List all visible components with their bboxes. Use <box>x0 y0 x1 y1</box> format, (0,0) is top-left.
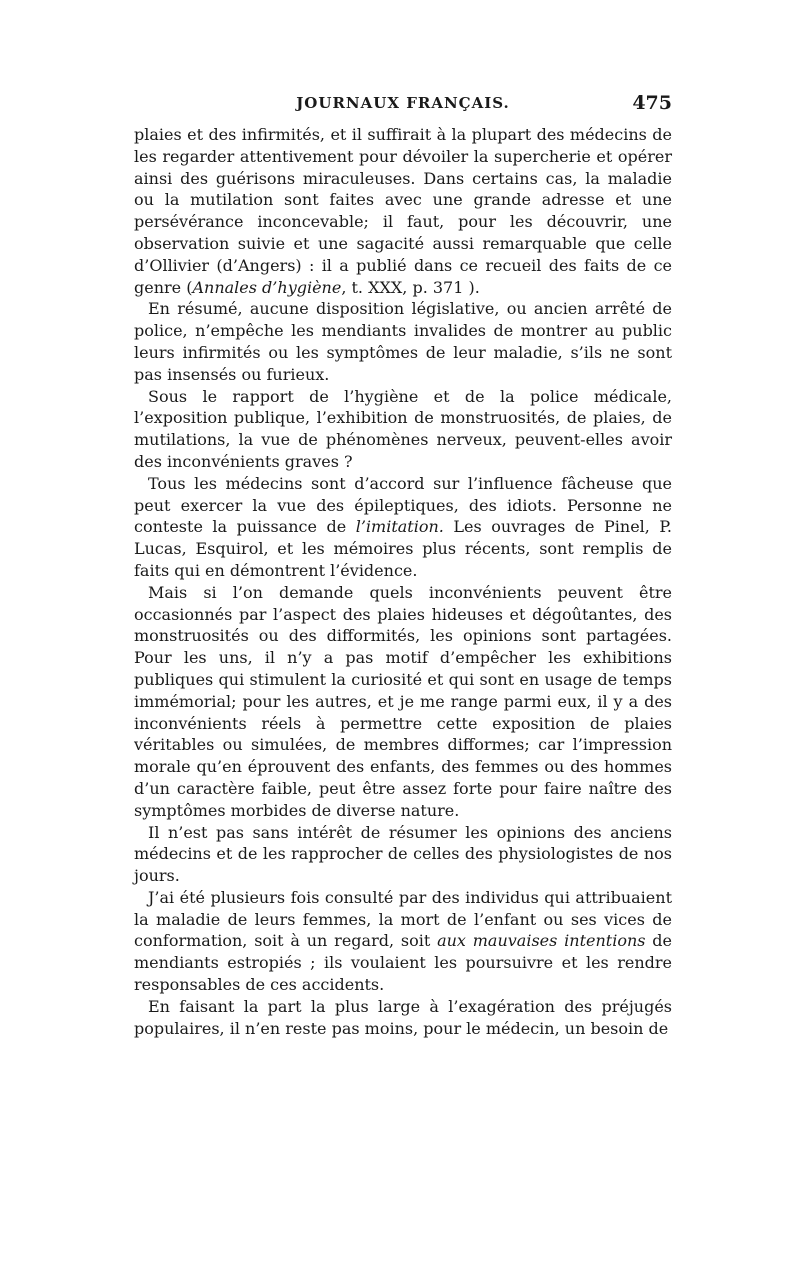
running-title: JOURNAUX FRANÇAIS. <box>296 94 510 112</box>
body-text <box>134 124 672 1039</box>
paragraph-text: Tous les médecins sont d’accord sur l’influence fâcheuse que peut exercer la vue des épileptiques, des idiots. Personne ne conteste la puissance de <box>134 473 672 537</box>
citation-ref: , t. XXX, p. 371 ). <box>341 277 480 297</box>
paragraph <box>134 887 672 996</box>
paragraph-text: Les ouvrages de Pinel, P. Lucas, Esquirol, et les mémoires plus récents, sont remplis de faits qui en démontrent l’évidence. <box>134 517 673 580</box>
page-number: 475 <box>632 92 672 114</box>
paragraph-text: plaies et des infirmités, et il suffirait à la plupart des médecins de les regarder attentivement pour dévoiler la supercherie et opérer ainsi des guérisons miraculeuses. Dans certains cas, la maladie ou la mutilation sont faites avec une grande adresse et une persévérance inconcevable; il faut, pour les découvrir, une observation suivie et une sagacité aussi remarquable que celle d’Ollivier (d’Angers) : il a publié dans ce recueil des faits de ce genre ( <box>134 125 672 297</box>
citation-title: Annales d’hygiène <box>192 277 342 297</box>
emphasis: aux mauvaises intentions <box>437 931 646 951</box>
page-header <box>134 94 672 124</box>
paragraph: Mais si l’on demande quels inconvénients peuvent être occasionnés par l’aspect des plaies hideuses et dégoûtantes, des monstruosités ou des difformités, les opinions sont partagées. Pour les uns, il n’y a pas motif d’empêcher les exhibitions publiques qui stimulent la curiosité et qui sont en usage de temps immémorial; pour les autres, et je me range parmi eux, il y a des inconvénients réels à permettre cette exposition de plaies véritables ou simulées, de membres difformes; car l’impression morale qu’en éprouvent des enfants, des femmes ou des hommes d’un caractère faible, peut être assez forte pour faire naître des symptômes morbides de diverse nature. <box>134 582 672 820</box>
paragraph <box>134 473 672 582</box>
paragraph-continued <box>134 124 672 298</box>
paragraph: En faisant la part la plus large à l’exagération des préjugés populaires, il n’en reste pas moins, pour le médecin, un besoin de <box>134 996 672 1038</box>
paragraph: Sous le rapport de l’hygiène et de la police médicale, l’exposition publique, l’exhibition de monstruosités, de plaies, de mutilations, la vue de phénomènes nerveux, peuvent-elles avoir des inconvénients graves ? <box>134 386 672 471</box>
paragraph-text: J’ai été plusieurs fois consulté par des individus qui attribuaient la maladie de leurs femmes, la mort de l’enfant ou ses vices de conformation, soit à un regard, soit <box>134 887 672 951</box>
paragraph: En résumé, aucune disposition législative, ou ancien arrêté de police, n’empêche les mendiants invalides de montrer au public leurs infirmités ou les symptômes de leur maladie, s’ils ne sont pas insensés ou furieux. <box>134 299 672 384</box>
paragraph-text: de mendiants estropiés ; ils voulaient les poursuivre et les rendre responsables de ces accidents. <box>134 931 673 995</box>
paragraph: Il n’est pas sans intérêt de résumer les opinions des anciens médecins et de les rapprocher de celles des physiologistes de nos jours. <box>134 822 672 886</box>
book-page <box>134 94 672 1039</box>
emphasis: l’imitation. <box>355 517 444 537</box>
